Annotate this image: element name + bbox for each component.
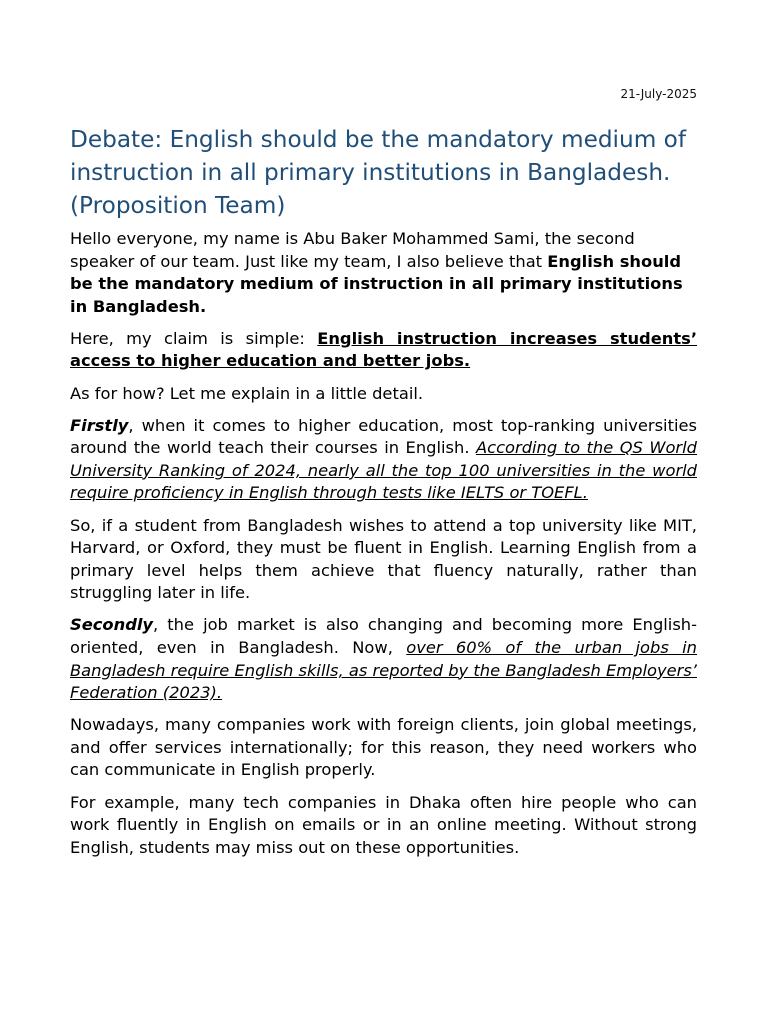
document-title: Debate: English should be the mandatory medium of instruction in all primary institutions in Bangladesh. (Proposition Team) xyxy=(70,126,686,219)
claim-statement: English instruction increases students’ access to higher education and better jobs. xyxy=(70,328,697,371)
paragraph-fluency: So, if a student from Bangladesh wishes to attend a top university like MIT, Harvard, or Oxford, they must be fluent in English. Learning English from a primary level helps them achieve that fluency naturally, rather than struggling later in life. xyxy=(70,515,697,603)
document-body xyxy=(70,228,697,869)
paragraph-example: For example, many tech companies in Dhaka often hire people who can work fluently in English on emails or in an online meeting. Without strong English, students may miss out on these opportunities. xyxy=(70,792,697,857)
paragraph-introduction xyxy=(70,228,697,318)
paragraph-firstly xyxy=(70,415,697,505)
document-page xyxy=(70,0,697,1024)
paragraph-claim xyxy=(70,328,697,373)
paragraph-secondly xyxy=(70,614,697,704)
paragraph-transition: As for how? Let me explain in a little detail. xyxy=(70,383,424,403)
document-date: 21-July-2025 xyxy=(620,87,697,101)
secondly-text: , the job market is also changing and becoming more English-oriented, even in Bangladesh. Now, xyxy=(70,615,697,657)
firstly-text: , when it comes to higher education, most top-ranking universities around the world teach their courses in English. xyxy=(70,415,697,458)
claim-lead-text: Here, my claim is simple: xyxy=(70,328,318,348)
paragraph-companies: Nowadays, many companies work with foreign clients, join global meetings, and offer services internationally; for this reason, they need workers who can communicate in English properly. xyxy=(70,715,697,780)
secondly-evidence: over 60% of the urban jobs in Bangladesh require English skills, as reported by the Bangladesh Employers’ Federation (2023). xyxy=(70,638,697,703)
intro-text: Hello everyone, my name is Abu Baker Mohammed Sami, the second speaker of our team. Just like my team, I also believe that xyxy=(70,229,635,271)
firstly-label: Firstly xyxy=(70,415,129,435)
firstly-evidence: According to the QS World University Ranking of 2024, nearly all the top 100 universities in the world require proficiency in English through tests like IELTS or TOEFL. xyxy=(70,438,697,503)
secondly-label: Secondly xyxy=(70,615,154,635)
intro-motion-bold: English should be the mandatory medium of instruction in all primary institutions in Bangladesh. xyxy=(70,251,683,316)
